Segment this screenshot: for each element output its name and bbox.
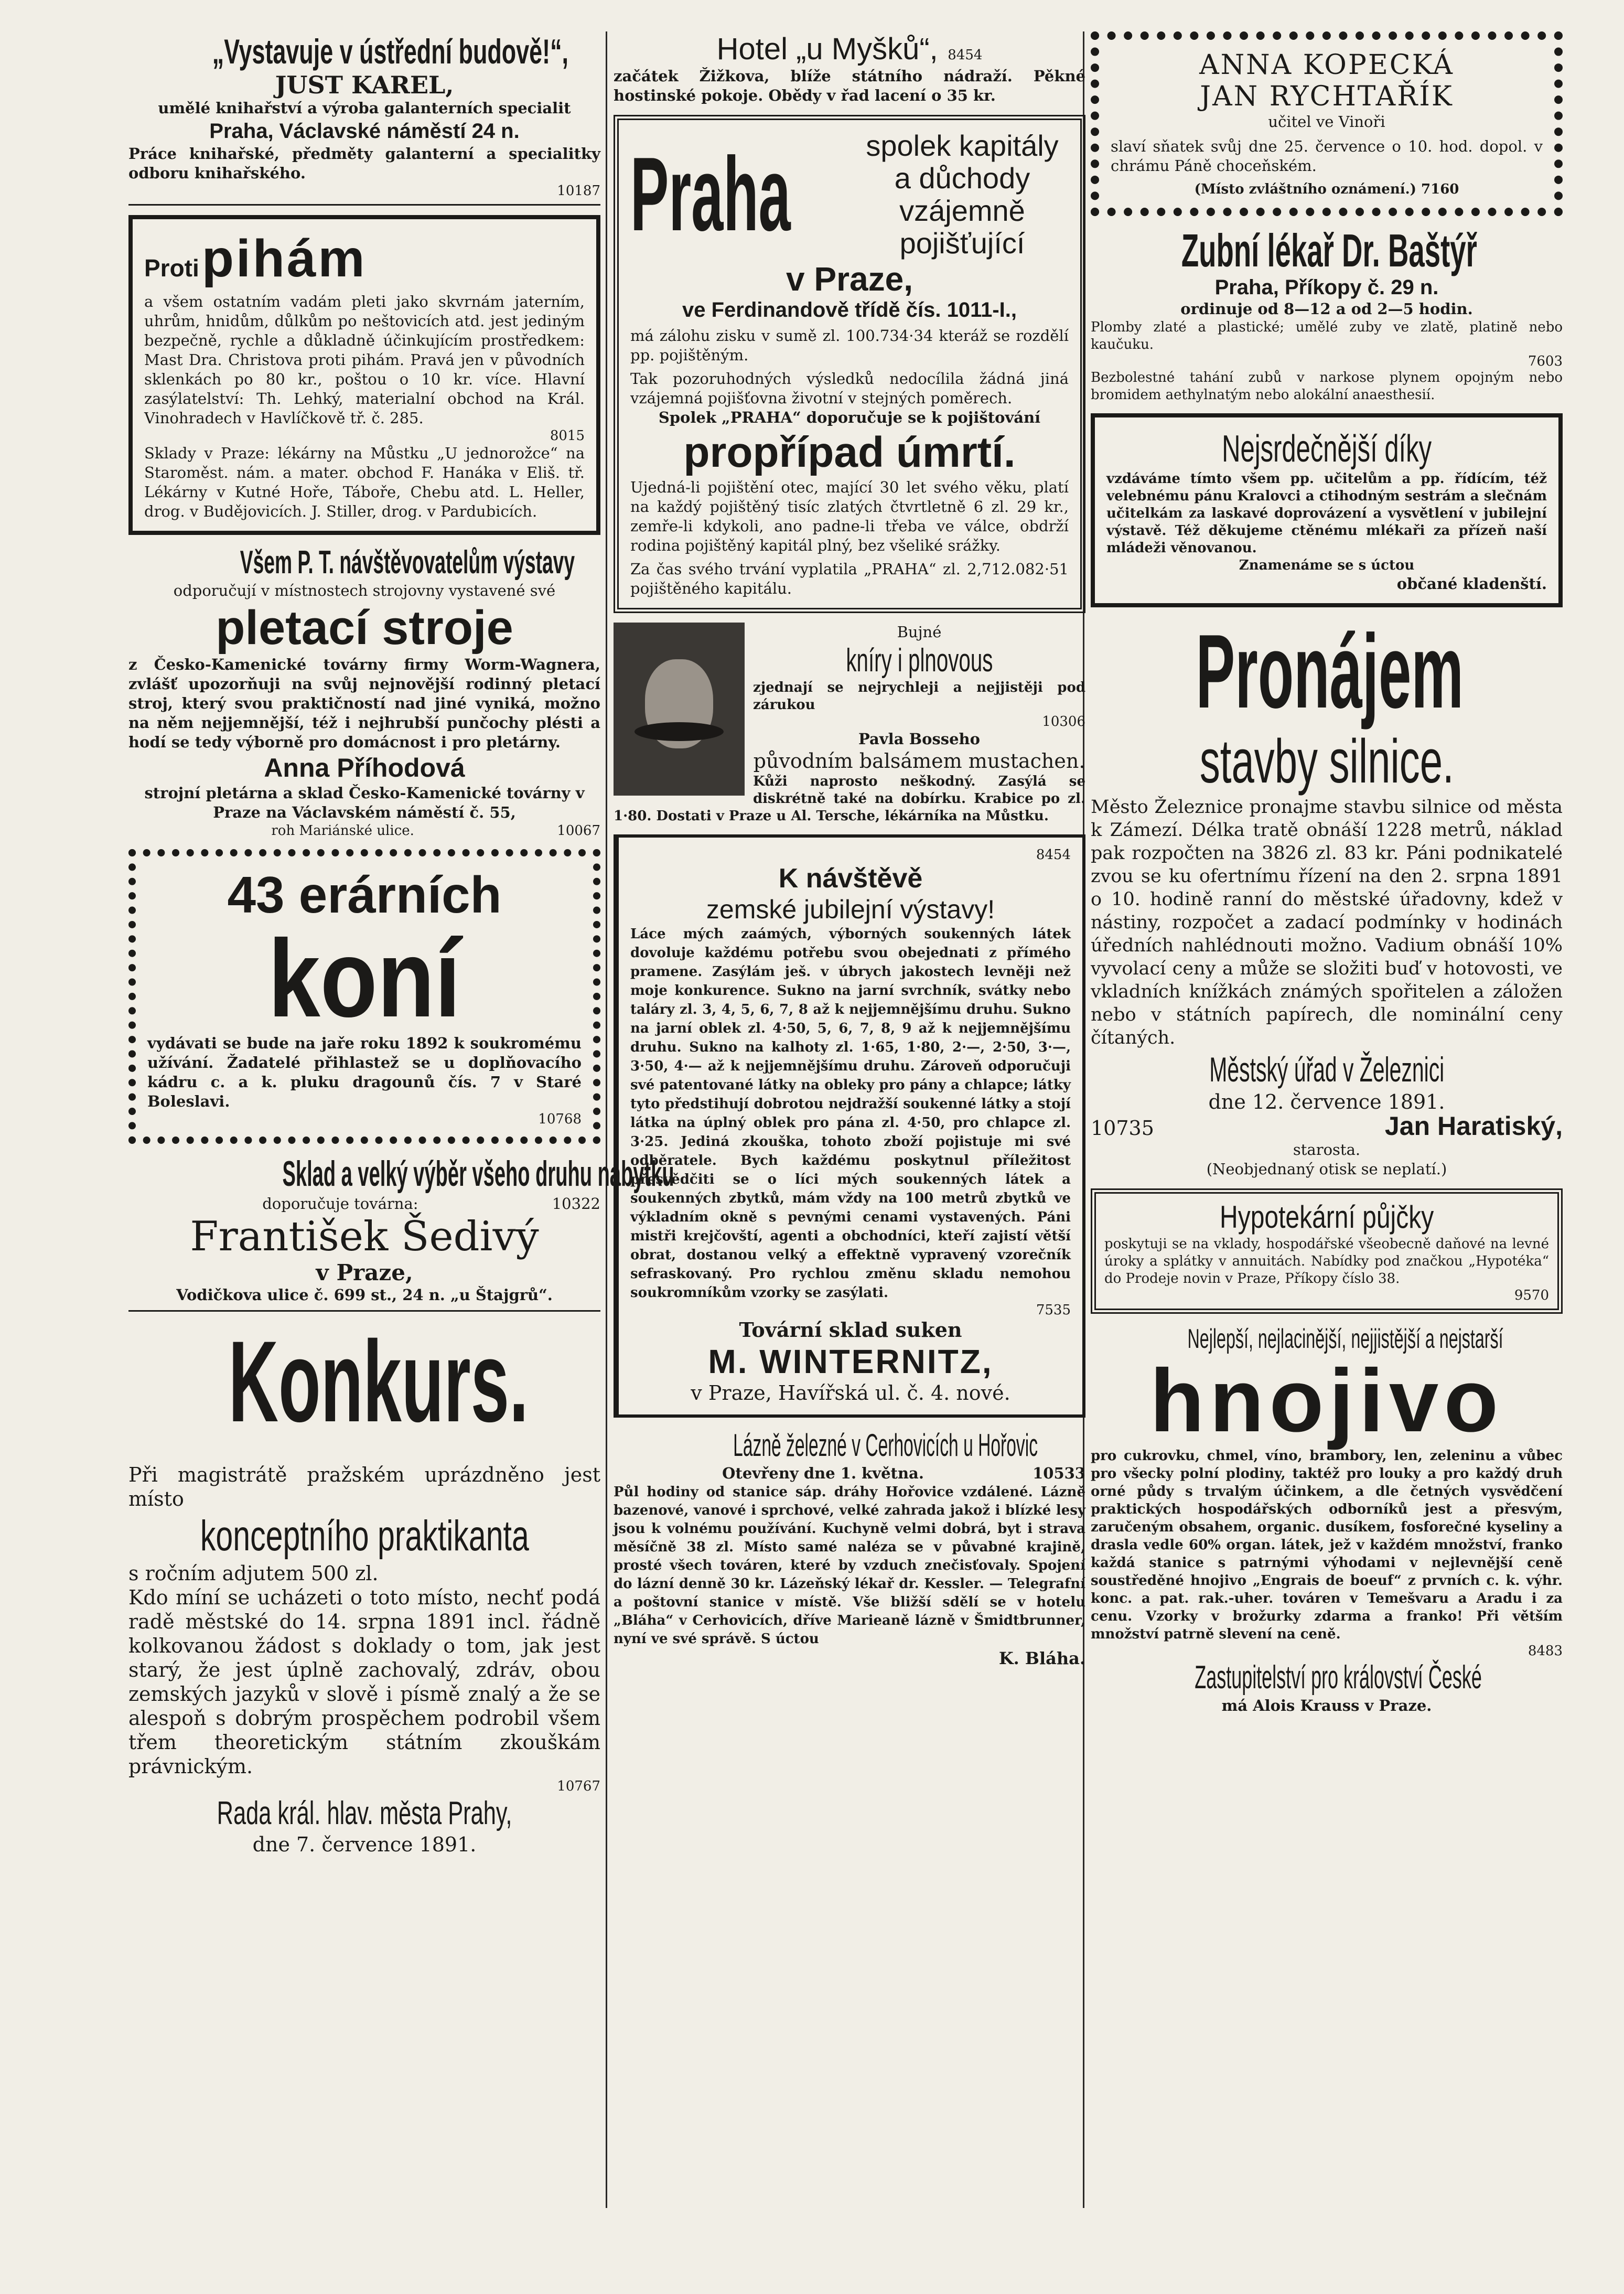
ad-text: doporučuje továrna: (262, 1195, 418, 1213)
ad-body: Láce mých zaámých, výborných soukenných látek dovoluje každému potřebu svou obejednati z přímého pramene. Zasýlám ješ. v úbrych jakostech levněji než moje konkurence. Sukno na jarní svrchník, svátky nebo taláry zl. 3, 4, 5, 6, 7, 8 až k nejjemnějšímu druhu. Sukno na jarní oblek zl. 4·50, 5, 6, 7, 8, 9 až k nejjemnějšímu druhu. Sukno na kalhoty zl. 1·65, 1·80, 2·—, 2·50, 3·—, 3·50, 4·— až k nejjemnějšímu druhu. Zároveň odporučuji své patentované látky na obleky pro pány a chlapce; látky tyto předstihují dobrotou nejdražší soukenné látky a stojí látka na úplný oblek pro pána zl. 4·50, pro chlapce zl. 3·25. Jediná zkouška, tohoto zboží pojistuje mi své odběratele. Bych každému poskytnul příležitost přesvědčiti se o líci mých soukenných látek a soukenných zbytků, mám vždy na 100 metrů zbytků ve výkladním okně s pevnými cenami vystavených. Páni mistři krejčovští, agenti a obchodníci, kteří zajistí větší obrat, dostanou velký a effektně vypravený vzorečník sefraskovaný. Pro rychlou změnu skladu nemohou soukromníkům vzorky se zasýlati. (630, 926, 1071, 1301)
ad-number: 10533 (1033, 1464, 1085, 1482)
ad-number: 8454 (1036, 847, 1071, 863)
ad-number: 7160 (1421, 181, 1459, 197)
ad-vystava-just (128, 31, 600, 206)
ad-date: dne 12. července 1891. (1208, 1090, 1445, 1113)
ad-kniry (614, 623, 1085, 825)
ad-title: Zubní lékař Dr. Baštýř (1181, 224, 1477, 276)
ad-text: odporučují v místnostech strojovny vystavené své (173, 582, 556, 599)
ad-body: a všem ostatním vadám pleti jako skvrnám jaterním, uhrům, hnidům, důlkům po neštovicích atd. jest jediným bezpečně, rychle a důkladně účinkujícím prostředkem: Mast Dra. Christova proti pihám. Pravá jen v původních sklenkách po 80 kr., poštou o 10 kr. více. Hlavní zasýlatelství: Th. Lehký, materialní obchod na Král. Vinohradech v Havlíčkově tř. č. 285. (144, 293, 585, 427)
ad-footer: Zastupitelství pro království České (1195, 1659, 1482, 1696)
ad-sign: Rada král. hlav. města Prahy, (217, 1795, 512, 1831)
ad-43-koni (128, 849, 600, 1144)
column-1 (128, 31, 674, 1866)
ad-konkurs (128, 1317, 600, 1857)
ad-number: 7603 (1528, 353, 1563, 369)
column-2 (614, 31, 1085, 1678)
ad-note: (Neobjednaný otisk se neplatí.) (1206, 1160, 1447, 1178)
ad-number: 10768 (538, 1111, 582, 1127)
ad-pletaci-stroje (128, 544, 600, 840)
ad-address: Praha, Příkopy č. 29 n. (1214, 276, 1439, 299)
ad-title: K návštěvě (778, 863, 923, 894)
ad-sub: zemské jubilejní výstavy! (706, 895, 995, 924)
ad-body: Půl hodiny od stanice sáp. dráhy Hořovice vzdálené. Lázně bazenové, vanové i sprchové, velké zahrada jakož i blízké lesy jsou k volnému používání. Kuchyně velmi dobrá, byt i strava měsíčně 38 zl. Místo samé naléza se v půvabné krajině, prosté všech továren, které by vzduch znečisťovaly. Spojení do lázní denně 30 kr. Lázeňský lékař dr. Kessler. — Telegrafní a poštovní stanice v místě. Vše bližší sdělí se v hotelu „Bláha“ v Cerhovicích, dříve Marieaně lázně v Šmidtbrunner, nyní ve své správě. S úctou (614, 1484, 1085, 1647)
ad-number: 10306 (1042, 714, 1085, 730)
ad-text: ordinuje od 8—12 a od 2—5 hodin. (1180, 300, 1473, 318)
ad-body: Plomby zlaté a plastické; umělé zuby ve zlatě, platině nebo kaučuku. (1091, 319, 1563, 352)
ad-number: 8015 (550, 428, 585, 444)
ad-lazne (614, 1427, 1085, 1668)
ad-intro: Při magistrátě pražském uprázdněno jest místo (128, 1463, 600, 1510)
ad-number: 8454 (948, 47, 983, 63)
ad-nabytek (128, 1153, 674, 1312)
ad-title: Lázně železné v Cerhovicích u Hořovic (733, 1428, 1038, 1463)
ad-pre: Bujné (897, 623, 942, 641)
ad-body: Ujedná-li pojištění otec, mající 30 let svého věku, platí na každý pojištěný tisíc zlatých čtvrtletně 6 zl. 29 kr., zemře-li kdykoli, ano padne-li třeba ve válce, obdrží rodina pojištěný kapitál plný, bez všeliké srážky. (630, 478, 1069, 554)
ad-zubni-lekar (1091, 226, 1563, 404)
ad-name: ANNA KOPECKÁ (1199, 49, 1454, 81)
ad-text: umělé knihařství a výroba galanterních specialit (158, 99, 571, 117)
ad-body: z Česko-Kamenické továrny firmy Worm-Wagnera, zvlášť upozorňuji na svůj nejnovější rodinný pletací stroj, který svou praktičností nad jiné vyniká, možno na něm nejjemnější, též i nejhrubší punčochy plésti a hodí se tedy výborně pro domácnost i pro pletárny. (128, 656, 600, 751)
ad-depots: Sklady v Praze: lékárny na Můstku „U jednorožce“ na Staroměst. nám. a mater. obchod F. Hanáka v Eliš. tř. Lékárny v Kutné Hoře, Táboře, Chebu atd. L. Heller, drog. v Budějovicích. J. Stiller, drog. v Pardubicích. (144, 444, 585, 520)
ad-city: v Praze, (316, 1260, 413, 1285)
portrait-image (614, 623, 745, 796)
ad-name: Pavla Bosseho (858, 730, 980, 748)
ad-name: František Šedivý (190, 1213, 539, 1260)
ad-headline: Sklad a velký výběr všeho druhu nábytku (282, 1154, 674, 1194)
ad-hypotekarni (1091, 1188, 1563, 1314)
ad-body: poskytuji se na vklady, hospodářské všeobecně daňové na levné úroky a splátky v annuitách. Nabídky pod značkou „Hypotéka“ do Prodeje novin v Praze, Příkopy číslo 38. (1104, 1236, 1549, 1287)
ad-name: JUST KAREL, (275, 71, 454, 99)
ad-praha-spolek (614, 115, 1085, 613)
ad-diky (1091, 413, 1563, 607)
ad-body: vydávati se bude na jaře roku 1892 k soukromému užívání. Žadatelé přihlastež se u doplňovacího kádru c. a k. pluku dragounů čís. 7 v Staré Boleslavi. (147, 1034, 582, 1110)
divider (128, 1310, 600, 1312)
ad-title: Hypotekární půjčky (1219, 1199, 1434, 1235)
ad-title: 43 erárních (227, 866, 502, 924)
ad-text: roh Mariánské ulice. (271, 823, 414, 839)
ad-number: 10322 (552, 1195, 600, 1213)
ad-navsteve (614, 834, 1085, 1418)
ad-headline: Nejlepší, nejlacinější, nejjistější a nejstarší (1187, 1324, 1503, 1354)
ad-city: v Praze, (786, 260, 913, 298)
ad-title-small: Proti (144, 254, 199, 282)
ad-text: Otevřeny dne 1. května. (722, 1464, 924, 1482)
ad-body: slaví sňatek svůj dne 25. července o 10. hod. dopol. v chrámu Páně choceňském. (1111, 137, 1543, 175)
ad-name: Anna Příhodová (264, 753, 465, 782)
ad-address: Vodičkova ulice č. 699 st., 24 n. „u Štajgrů“. (176, 1286, 553, 1304)
ad-title-big: koní (268, 917, 461, 1040)
ad-name: M. WINTERNITZ, (708, 1343, 993, 1380)
ad-number: 10767 (557, 1778, 600, 1794)
ad-office: Městský úřad v Železnici (1209, 1050, 1444, 1089)
ad-sign: občané kladenští. (1396, 575, 1547, 593)
ad-date: dne 7. července 1891. (252, 1833, 477, 1856)
ad-number: 7535 (1036, 1302, 1071, 1318)
ad-text: Práce knihařské, předměty galanterní a specialitky odboru knihařského. (128, 145, 600, 182)
ad-headline: „Vystavuje v ústřední budově!“, (212, 32, 569, 71)
ad-title: hnojivo (1149, 1351, 1504, 1451)
ad-address: ve Ferdinandově třídě čís. 1011-I., (682, 298, 1017, 321)
ad-headline: Všem P. T. návštěvovatelům výstavy (240, 544, 575, 581)
ad-sign: Znamenáme se s úctou (1239, 558, 1415, 573)
ad-sign: K. Bláha. (998, 1648, 1085, 1668)
ad-title: kníry i plnovous (845, 642, 993, 679)
divider (128, 204, 600, 206)
ad-text: Tak pozoruhodných výsledků nedocílila žádná jiná vzájemná pojišťovna životní v stejných poměrech. (630, 370, 1069, 407)
ad-body: Bezbolestné tahání zubů v narkose plynem opojným nebo bromidem aethylnatým nebo alokální anaesthesií. (1091, 370, 1563, 403)
ad-body: Město Železnice pronajme stavbu silnice od města k Zámezí. Délka tratě obnáší 1228 metrů, náklad pak rozpočten na 3826 zl. 83 kr. Páni podnikatelé zvou se ku ofertnímu řízení na den 2. srpna 1891 o 10. hodině ranní do městské úřadovny, kdež v nástiny, rozpočet a zadací podmínky v hodinách úředních nahlédnouti možno. Vadium obnáší 10% vyvolací ceny a může se složiti buď v hotovosti, ve vkladních knížkách známých spořitelen a záložen nebo v státních papírech, dle nominální ceny čítaných. (1091, 797, 1563, 1048)
ad-footer: Za čas svého trvání vyplatila „PRAHA“ zl. 2,712.082·51 pojištěného kapitálu. (630, 560, 1069, 597)
ad-sub: spolek kapitály a důchody vzájemně pojišťující (866, 129, 1059, 260)
ad-title: Hotel „u Myšků“, (716, 32, 938, 66)
ad-notice-wedding (1091, 31, 1563, 216)
ad-address: Praha, Václavské náměstí 24 n. (209, 120, 520, 143)
ad-note: (Místo zvláštního oznámení.) (1194, 181, 1416, 197)
column-3 (1091, 31, 1563, 1725)
ad-number: 10735 (1091, 1117, 1154, 1140)
ad-salary: s ročním adjutem 500 zl. (128, 1562, 379, 1585)
ad-text: má zálohu zisku v sumě zl. 100.734·34 kteráž se rozdělí pp. pojištěným. (630, 327, 1069, 364)
ad-title: Nejsrdečnější díky (1221, 428, 1432, 470)
ad-name: JAN RYCHTAŘÍK (1200, 81, 1454, 112)
ad-text: Kůži naprosto neškodný. Zasýlá se diskrétně také na dobírku. Krabice po zl. 1·80. Dostati v Praze u Al. Tersche, lékárníka na Můstku. (614, 774, 1085, 824)
ad-number: 10187 (557, 183, 600, 199)
ad-body: pro cukrovku, chmel, víno, brambory, len, zeleninu a vůbec pro všecky polní plodiny, taktéž pro louky a pro každý druh orné půdy s trvalým účinkem, a dle četných vysvědčení praktických hospodářských odborníků jest a přesvým, zaručeným obsahem, organic. dusíkem, fosforečné kyseliny a drasla vedle 60% organ. látek, jež v každém množství, franko každá stanice s patrnými výhodami v nejlevnější ceně soustředěné hnojivo „Engrais de boeuf“ z prvních c. k. výhr. konc. a pat. rak.-uher. továren v Temešvaru a Aradu i za cenu. Vzorky v brožurky zdarma a franko! Při větším množství patrně slevení na ceně. (1091, 1448, 1563, 1642)
ad-title: Konkurs. (228, 1317, 529, 1446)
ad-hotel (614, 31, 1085, 105)
ad-title-big: Praha (630, 140, 791, 250)
ad-role: starosta. (1293, 1141, 1361, 1159)
ad-title: pihám (201, 229, 367, 288)
ad-body: začátek Žižkova, blíže státního nádraží. Pěkné hostinské pokoje. Obědy v řad lacení o 35 kr. (614, 67, 1085, 104)
ad-address: v Praze, Havířská ul. č. 4. nové. (691, 1381, 1010, 1405)
ad-number: 10067 (557, 823, 600, 839)
ad-footer: strojní pletárna a sklad Česko-Kamenické továrny v Praze na Václavském náměstí č. 55, (144, 784, 585, 821)
ad-footer: Tovární sklad suken (739, 1318, 962, 1342)
ad-sub: stavby silnice. (1199, 727, 1454, 796)
ad-hnojivo (1091, 1323, 1563, 1716)
ad-body: vzdáváme tímto všem pp. učitelům a pp. řídícím, též velebnému pánu Kralovci a ctihodným sestrám a slečnám učitelkám za laskavé doprovázení a vysvětlení v jubilejní výstavě. Též děkujeme ctěnému mlékaři za přízeň naší mládeži věnovanou. (1106, 471, 1547, 556)
ad-text: Spolek „PRAHA“ doporučuje se k pojištování (658, 409, 1041, 426)
ad-sign: Jan Haratiský, (1384, 1111, 1563, 1141)
ad-number: 8483 (1528, 1643, 1563, 1659)
ad-text: původním balsámem mustachen. (753, 749, 1085, 773)
ad-pronajem (1091, 613, 1563, 1179)
ad-body: Kdo míní se ucházeti o toto místo, nechť podá radě městské do 14. srpna 1891 incl. řádně kolkovanou žádost s doklady o tom, jak jest starý, že jest úplně zachovalý, zdráv, obou zemských jazyků v slově i písmě znalý a že se alespoň s dobrým prospěchem podrobil všem třem theoretickým státním zkouškám právnickým. (128, 1586, 600, 1778)
ad-position: konceptního praktikanta (200, 1512, 529, 1560)
ad-title: propřípad úmrtí. (683, 428, 1016, 476)
ad-title: pletací stroje (216, 601, 513, 655)
ad-footer-sub: má Alois Krauss v Praze. (1221, 1697, 1432, 1714)
ad-number: 9570 (1514, 1288, 1549, 1303)
ad-text: učitel ve Vinoři (1268, 113, 1385, 131)
ad-pihy (128, 215, 600, 535)
column-rule (606, 31, 607, 2208)
portrait-mustache (634, 722, 724, 741)
ad-title: Pronájem (1196, 613, 1464, 730)
ad-text: zjednají se nejrychleji a nejjistěji pod zárukou (753, 680, 1085, 713)
